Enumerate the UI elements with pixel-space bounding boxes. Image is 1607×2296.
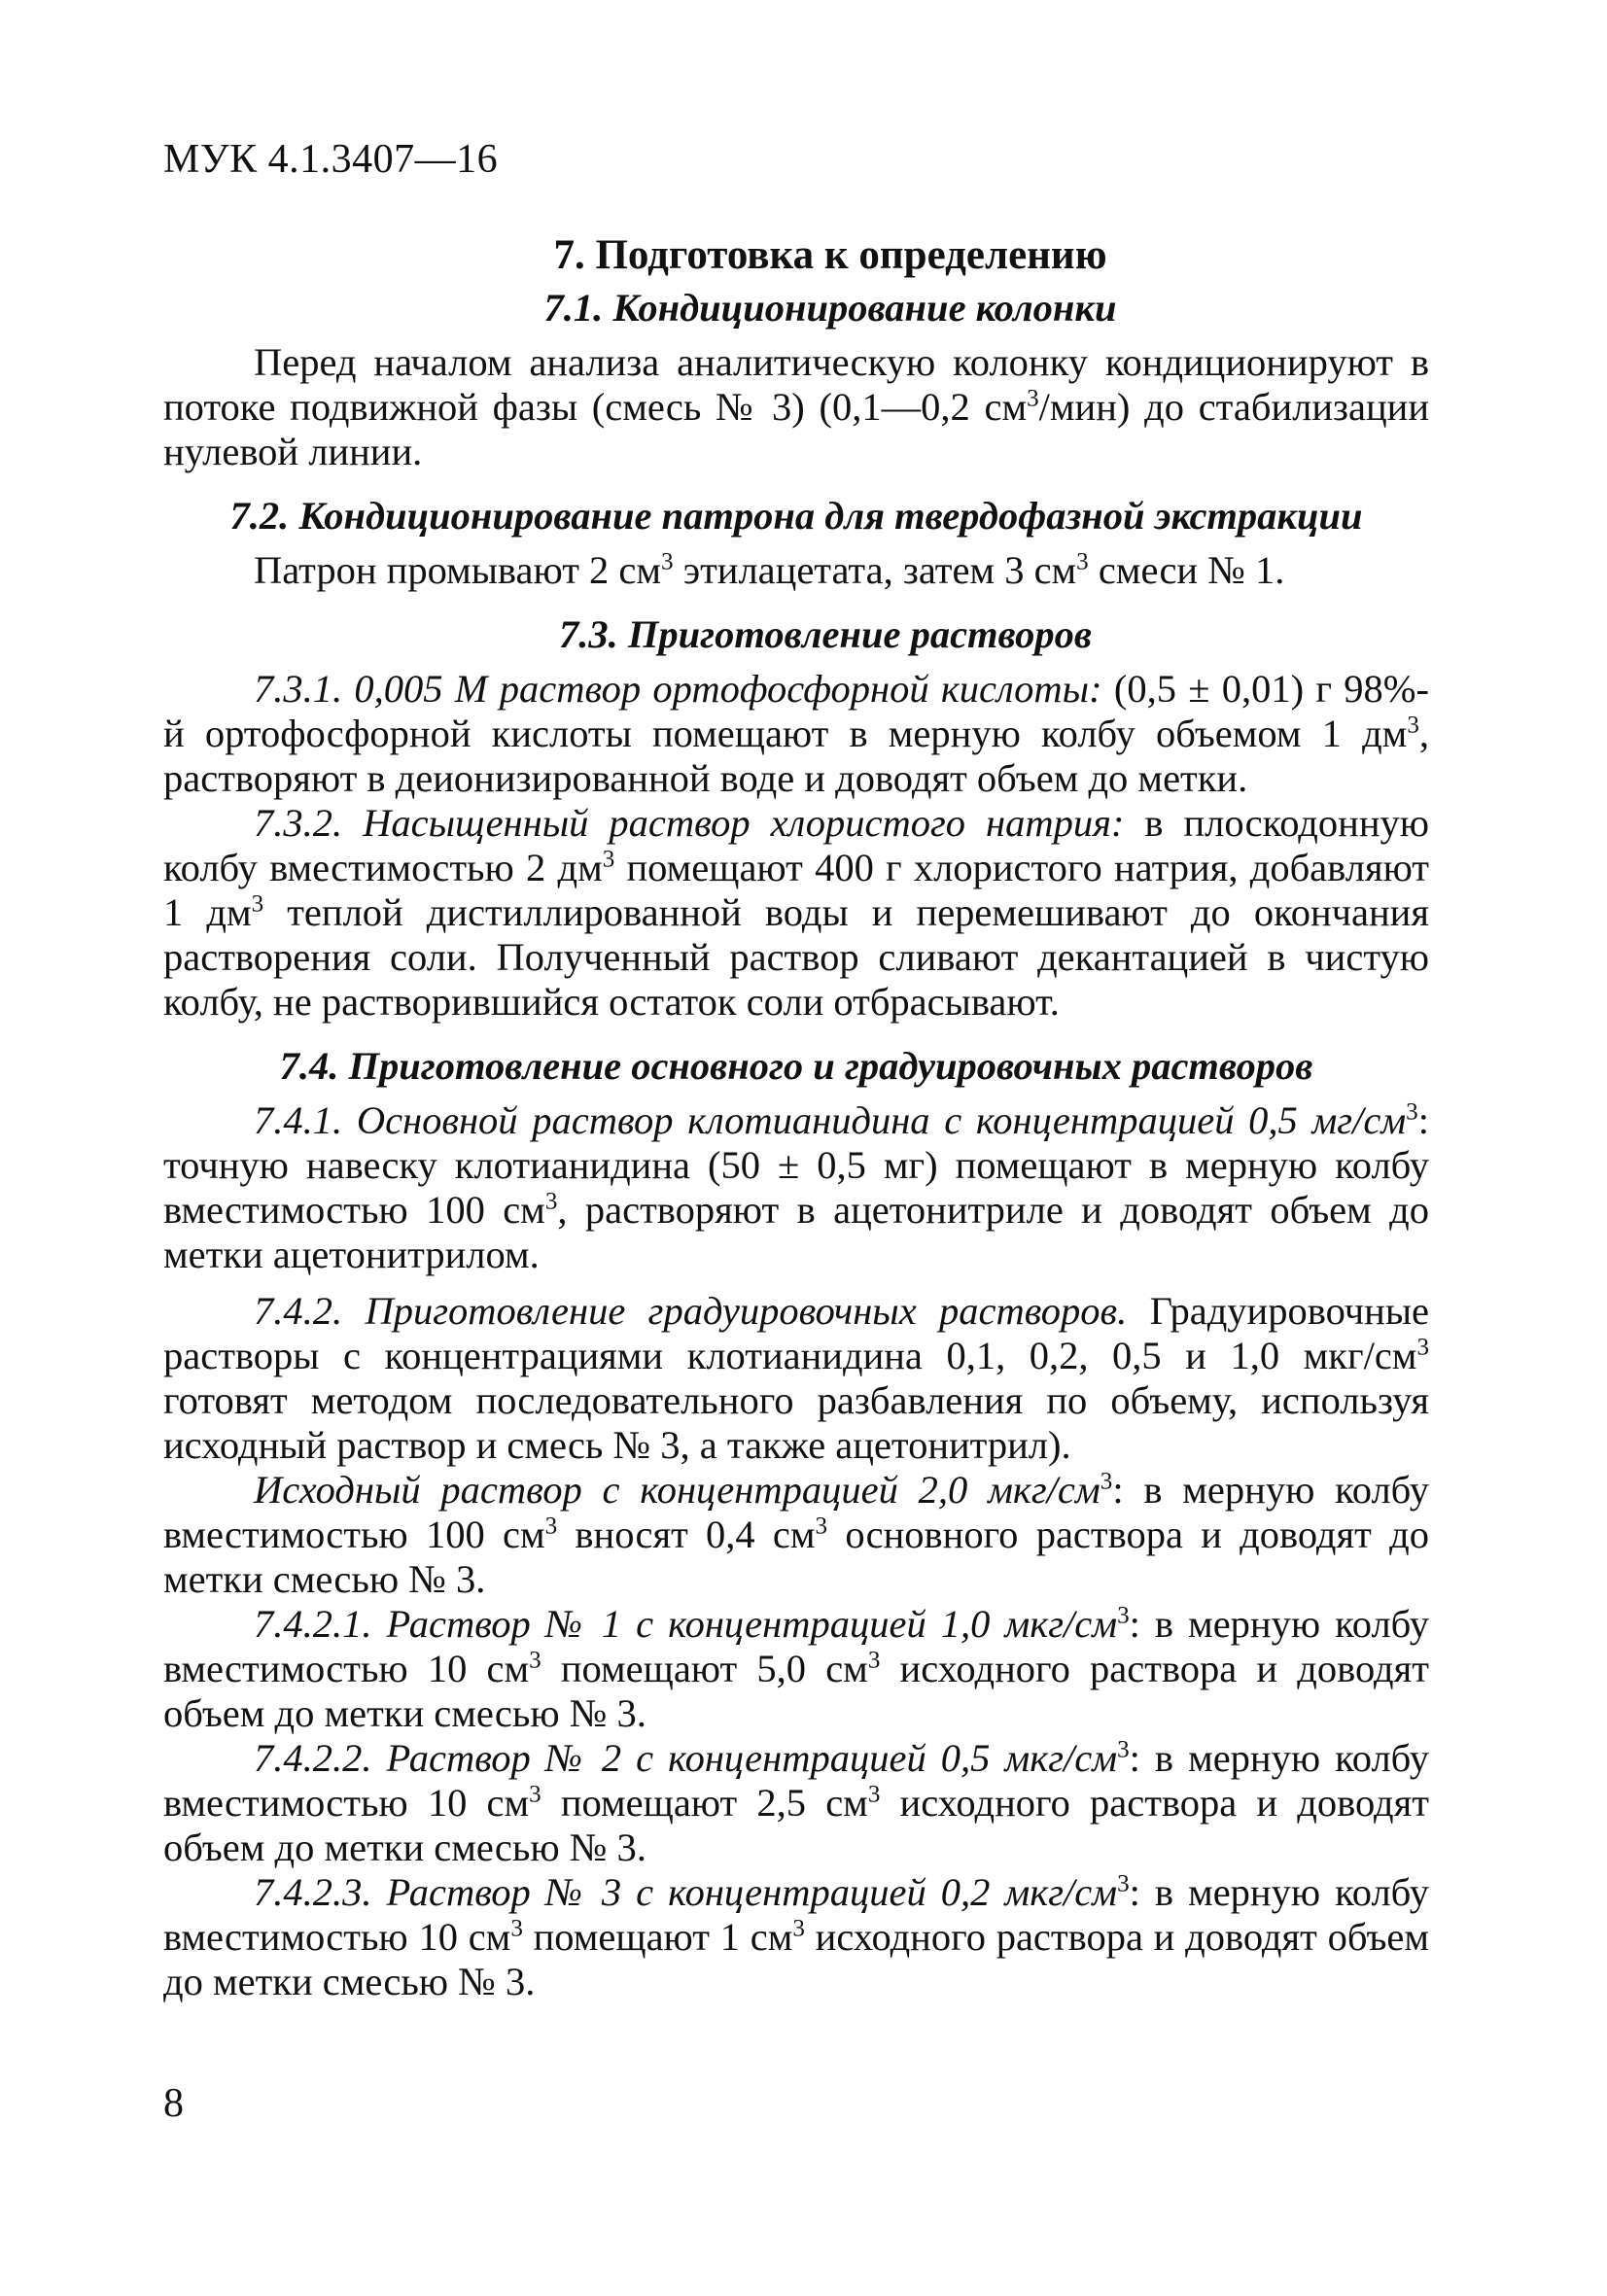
- section-7-4-2-2-paragraph: 7.4.2.2. Раствор № 2 с концентрацией 0,5 мкг/$см^3$: в мерную колбу вместимостью 10 $см^3$ помещают 2,5 $см^3$ исходного раствора и доводят объем до метки смесью № 3.: [163, 1736, 1429, 1869]
- section-7-title: 7. Подготовка к определению: [553, 232, 1107, 278]
- source-solution-paragraph: Исходный раствор с концентрацией 2,0 мкг/$см^3$: в мерную колбу вместимостью 100 $см^3$ вносят 0,4 $см^3$ основного раствора и доводят до метки смесью № 3.: [163, 1468, 1429, 1601]
- section-7-4-2-1-paragraph: 7.4.2.1. Раствор № 1 с концентрацией 1,0 мкг/$см^3$: в мерную колбу вместимостью 10 $см^3$ помещают 5,0 $см^3$ исходного раствора и доводят объем до метки смесью № 3.: [163, 1602, 1429, 1735]
- section-7-2-paragraph: Патрон промывают 2 $см^3$ этилацетата, затем 3 $см^3$ смеси № 1.: [254, 548, 1285, 592]
- section-7-1-paragraph: Перед началом анализа аналитическую колонку кондиционируют в потоке подвижной фазы (смесь № 3) (0,1—0,2 $см^3/мин$) до стабилизации нулевой линии.: [163, 340, 1429, 473]
- section-7-3-1-paragraph: 7.3.1. 0,005 М раствор ортофосфорной кислоты: (0,5 ± 0,01) г 98%-й ортофосфорной кислоты помещают в мерную колбу объемом 1 $дм^3$, растворяют в деионизированной воде и доводят объем до метки.: [163, 667, 1429, 800]
- section-7-4-2-paragraph: 7.4.2. Приготовление градуировочных растворов. Градуировочные растворы с концентрациями клотианидина 0,1, 0,2, 0,5 и 1,0 мкг/$см^3$ готовят методом последовательного разбавления по объему, используя исходный раствор и смесь № 3, а также ацетонитрил).: [163, 1289, 1430, 1467]
- section-7-3-2-paragraph: 7.3.2. Насыщенный раствор хлористого натрия: в плоскодонную колбу вместимостью 2 $дм^3$ помещают 400 г хлористого натрия, добавляют 1 $дм^3$ теплой дистиллированной воды и перемешивают до окончания растворения соли. Полученный раствор сливают декантацией в чистую колбу, не растворившийся остаток соли отбрасывают.: [163, 801, 1429, 1024]
- section-7-3-title: 7.3. Приготовление растворов: [559, 612, 1092, 656]
- section-7-1-title: 7.1. Кондиционирование колонки: [543, 286, 1117, 330]
- section-7-4-title: 7.4. Приготовление основного и градуировочных растворов: [279, 1044, 1313, 1088]
- section-7-2-title: 7.2. Кондиционирование патрона для твердофазной экстракции: [229, 494, 1363, 538]
- page-number: 8: [163, 2081, 184, 2126]
- section-7-4-2-3-paragraph: 7.4.2.3. Раствор № 3 с концентрацией 0,2 мкг/$см^3$: в мерную колбу вместимостью 10 $см^3$ помещают 1 $см^3$ исходного раствора и доводят объем до метки смесью № 3.: [163, 1870, 1429, 2003]
- document-code: МУК 4.1.3407—16: [163, 137, 499, 182]
- section-7-4-1-paragraph: 7.4.1. Основной раствор клотианидина с концентрацией 0,5 $мг/см^3$: точную навеску клотианидина (50 ± 0,5 мг) помещают в мерную колбу вместимостью 100 $см^3$, растворяют в ацетонитриле и доводят объем до метки ацетонитрилом.: [163, 1098, 1429, 1276]
- page-content: [163, 233, 1429, 2004]
